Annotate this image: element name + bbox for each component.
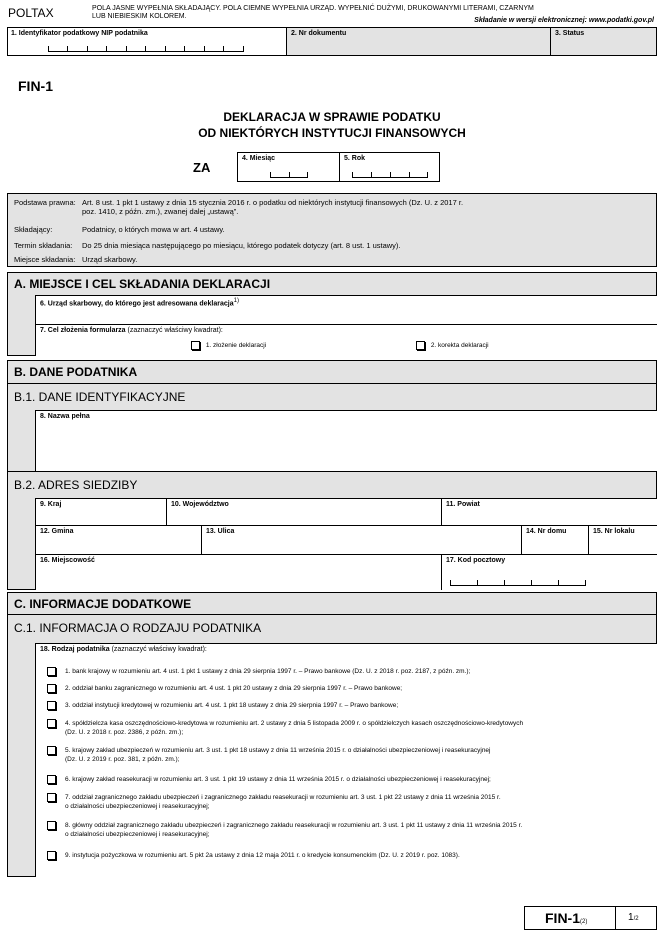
footer-page-sub: /2: [633, 916, 639, 922]
taxpayer-option-8-line1: 8. główny oddział zagranicznego zakładu ubezpieczeń i zagranicznego zakładu reasekuracji w rozumieniu art. 3 ust. 1 pkt 11 ustawy z dnia 11 września 2015 r.: [65, 822, 523, 829]
taxpayer-type-label-text: 18. Rodzaj podatnika: [40, 646, 110, 653]
filer-text: Podatnicy, o których mowa w art. 4 ustawy.: [82, 225, 225, 234]
year-label: 5. Rok: [344, 155, 366, 162]
full-name-label: 8. Nazwa pełna: [40, 413, 90, 420]
status-field: [551, 28, 656, 55]
title-line2: OD NIEKTÓRYCH INSTYTUCJI FINANSOWYCH: [198, 126, 466, 140]
month-field[interactable]: [238, 153, 340, 181]
submission-label: 1. złożenie deklaracji: [205, 342, 267, 350]
footer-page-text: 1: [628, 912, 634, 923]
voivodeship-label: 10. Województwo: [171, 501, 229, 508]
taxpayer-option-7-text: [65, 793, 655, 811]
month-ticks: [270, 171, 308, 178]
c1-title: C.1. INFORMACJA O RODZAJU PODATNIKA: [14, 621, 262, 635]
c1-divider: [8, 614, 656, 615]
taxpayer-option-7-line2: o działalności ubezpieczeniowej i reasekuracyjnej;: [65, 803, 210, 810]
street-field[interactable]: [202, 526, 522, 554]
deadline-label: Termin składania:: [14, 241, 73, 250]
taxpayer-option-6-line1: 6. krajowy zakład reasekuracji w rozumieniu art. 3 ust. 1 pkt 19 ustawy z dnia 11 września 2015 r. o działalności ubezpieczeniowej i reasekuracyjnej;: [65, 776, 491, 783]
taxpayer-type-field: [35, 643, 657, 877]
tax-office-label: [40, 298, 239, 307]
period-fields: [237, 152, 440, 182]
taxpayer-option-6-text: [65, 775, 655, 784]
taxpayer-option-2-text: [65, 684, 645, 693]
country-label: 9. Kraj: [40, 501, 62, 508]
year-field[interactable]: [340, 153, 439, 181]
taxpayer-checkbox-4[interactable]: [47, 719, 56, 728]
taxpayer-option-3-line1: 3. oddział instytucji kredytowej w rozumieniu art. 4 ust. 1 pkt 18 ustawy z dnia 29 sierpnia 1997 r. – Prawo bankowe;: [65, 702, 399, 709]
section-c-title: C. INFORMACJE DODATKOWE: [14, 597, 192, 611]
section-c: [7, 592, 657, 877]
taxpayer-checkbox-6[interactable]: [47, 775, 56, 784]
legal-basis-text-line1: Art. 8 ust. 1 pkt 1 ustawy z dnia 15 stycznia 2016 r. o podatku od niektórych instytucji finansowych (Dz. U. z 2017 r.: [82, 198, 464, 207]
taxpayer-checkbox-7[interactable]: [47, 793, 56, 802]
taxpayer-type-note: (zaznaczyć właściwy kwadrat):: [111, 646, 207, 653]
legal-basis-text: [82, 198, 648, 216]
tax-office-footnote: 1): [233, 298, 239, 304]
form-code: FIN-1: [18, 78, 53, 94]
taxpayer-option-1-text: [65, 667, 645, 676]
top-fields-row: [7, 27, 657, 56]
tax-office-field[interactable]: [35, 295, 657, 324]
tax-office-label-text: 6. Urząd skarbowy, do którego jest adresowana deklaracja: [40, 300, 234, 308]
purpose-label-text: 7. Cel złożenia formularza: [40, 327, 126, 334]
b1-title: B.1. DANE IDENTYFIKACYJNE: [14, 390, 186, 404]
taxpayer-option-4-text: [65, 719, 655, 737]
postal-code-field[interactable]: [442, 555, 656, 590]
footer-code: [545, 910, 587, 926]
year-ticks: [352, 171, 428, 178]
taxpayer-option-4-line2: (Dz. U. z 2018 r. poz. 2386, z późn. zm.);: [65, 729, 184, 736]
taxpayer-checkbox-3[interactable]: [47, 701, 56, 710]
document-number-label: 2. Nr dokumentu: [291, 30, 347, 37]
purpose-label: [40, 327, 223, 334]
place-label: Miejsce składania:: [14, 255, 76, 264]
taxpayer-option-5-line2: (Dz. U. z 2019 r. poz. 381, z późn. zm.);: [65, 756, 180, 763]
footer-page: [616, 907, 656, 929]
place-text: Urząd skarbowy.: [82, 255, 138, 264]
footer-form-code: [525, 907, 616, 929]
legal-basis-box: [7, 193, 657, 267]
correction-label: 2. korekta deklaracji: [430, 342, 489, 350]
purpose-label-note: (zaznaczyć właściwy kwadrat):: [127, 327, 223, 334]
option-correction[interactable]: [416, 341, 489, 350]
taxpayer-option-2-line1: 2. oddział banku zagranicznego w rozumieniu art. 4 ust. 1 pkt 20 ustawy z dnia 29 sierpnia 1997 r. – Prawo bankowe;: [65, 685, 403, 692]
postal-code-ticks: [450, 579, 586, 586]
taxpayer-checkbox-8[interactable]: [47, 821, 56, 830]
submission-checkbox[interactable]: [191, 341, 200, 350]
county-field[interactable]: [442, 499, 656, 525]
footer-code-sub: (2): [580, 919, 588, 925]
legal-basis-text-line2: poz. 1410, z późn. zm.), zwanej dalej „ustawą”.: [82, 207, 239, 216]
section-b-title: B. DANE PODATNIKA: [14, 365, 138, 379]
taxpayer-option-4-line1: 4. spółdzielcza kasa oszczędnościowo-kredytowa w rozumieniu art. 2 ustawy z dnia 5 listopada 2009 r. o spółdzielczych kasach oszczędnościowo-kredytowych: [65, 720, 524, 727]
brand-label: POLTAX: [8, 6, 54, 20]
za-label: ZA: [193, 160, 211, 175]
taxpayer-option-9-text: [65, 851, 655, 860]
header-note-line1: POLA JASNE WYPEŁNIA SKŁADAJĄCY. POLA CIEMNE WYPEŁNIA URZĄD. WYPEŁNIĆ DUŻYMI, DRUKOWANYMI LITERAMI, CZARNYM: [92, 5, 534, 12]
municipality-field[interactable]: [36, 526, 202, 554]
section-a-title: A. MIEJSCE I CEL SKŁADANIA DEKLARACJI: [14, 277, 271, 291]
nip-field[interactable]: [8, 28, 287, 55]
municipality-label: 12. Gmina: [40, 528, 74, 535]
postal-code-label: 17. Kod pocztowy: [446, 557, 506, 564]
legal-basis-label: Podstawa prawna:: [14, 198, 76, 207]
section-a: [7, 272, 657, 356]
taxpayer-checkbox-1[interactable]: [47, 667, 56, 676]
county-label: 11. Powiat: [446, 501, 480, 508]
header-note-line2: LUB NIEBIESKIM KOLOREM.: [92, 13, 187, 20]
footer-box: [524, 906, 657, 930]
taxpayer-option-8-line2: o działalności ubezpieczeniowej i reasekuracyjnej;: [65, 831, 210, 838]
address-row-3: [35, 554, 657, 590]
taxpayer-checkbox-9[interactable]: [47, 851, 56, 860]
taxpayer-type-label: [40, 646, 207, 653]
house-number-label: 14. Nr domu: [526, 528, 567, 535]
deadline-text: Do 25 dnia miesiąca następującego po miesiącu, którego podatek dotyczy (art. 8 ust. 1 ustawy).: [82, 241, 401, 250]
taxpayer-option-1-line1: 1. bank krajowy w rozumieniu art. 4 ust. 1 pkt 1 ustawy z dnia 29 sierpnia 1997 r. – Prawo bankowe (Dz. U. z 2018 r. poz. 2187, z późn. zm.);: [65, 668, 471, 675]
nip-field-label: 1. Identyfikator podatkowy NIP podatnika: [11, 30, 148, 37]
nip-field-ticks: [48, 45, 244, 52]
full-name-field[interactable]: [35, 410, 657, 471]
title-line1: DEKLARACJA W SPRAWIE PODATKU: [223, 110, 441, 124]
address-row-2: [35, 525, 657, 554]
correction-checkbox[interactable]: [416, 341, 425, 350]
status-label: 3. Status: [555, 30, 585, 37]
b1-divider: [8, 383, 656, 384]
voivodeship-field[interactable]: [167, 499, 442, 525]
taxpayer-option-9-line1: 9. instytucja pożyczkowa w rozumieniu art. 5 pkt 2a ustawy z dnia 12 maja 2011 r. o kredycie konsumenckim (Dz. U. z 2019 r. poz. 1083).: [65, 852, 460, 859]
taxpayer-checkbox-2[interactable]: [47, 684, 56, 693]
taxpayer-checkbox-5[interactable]: [47, 746, 56, 755]
street-label: 13. Ulica: [206, 528, 235, 535]
month-label: 4. Miesiąc: [242, 155, 276, 162]
section-b: [7, 360, 657, 590]
city-label: 16. Miejscowość: [40, 557, 95, 564]
taxpayer-option-8-text: [65, 821, 663, 839]
apartment-number-field[interactable]: [589, 526, 656, 554]
electronic-filing-note: Składanie w wersji elektronicznej: www.podatki.gov.pl: [474, 17, 654, 24]
apartment-number-label: 15. Nr lokalu: [593, 528, 635, 535]
house-number-field[interactable]: [522, 526, 589, 554]
footer-page-number: [628, 912, 639, 923]
purpose-field: [35, 324, 657, 356]
b2-divider: [8, 471, 656, 472]
footer-code-text: FIN-1: [545, 910, 580, 926]
address-row-1: [35, 498, 657, 525]
country-field[interactable]: [36, 499, 167, 525]
b2-title: B.2. ADRES SIEDZIBY: [14, 478, 138, 492]
city-field[interactable]: [36, 555, 442, 590]
taxpayer-option-7-line1: 7. oddział zagranicznego zakładu ubezpieczeń i zagranicznego zakładu reasekuracji w rozumieniu art. 3 ust. 1 pkt 22 ustawy z dnia 11 września 2015 r.: [65, 794, 501, 801]
taxpayer-option-5-line1: 5. krajowy zakład ubezpieczeń w rozumieniu art. 3 ust. 1 pkt 18 ustawy z dnia 11 września 2015 r. o działalności ubezpieczeniowej i reasekuracyjnej: [65, 747, 491, 754]
taxpayer-option-3-text: [65, 701, 645, 710]
option-submission[interactable]: [191, 341, 266, 350]
taxpayer-option-5-text: [65, 746, 655, 764]
document-number-field: [287, 28, 551, 55]
filer-label: Składający:: [14, 225, 53, 234]
